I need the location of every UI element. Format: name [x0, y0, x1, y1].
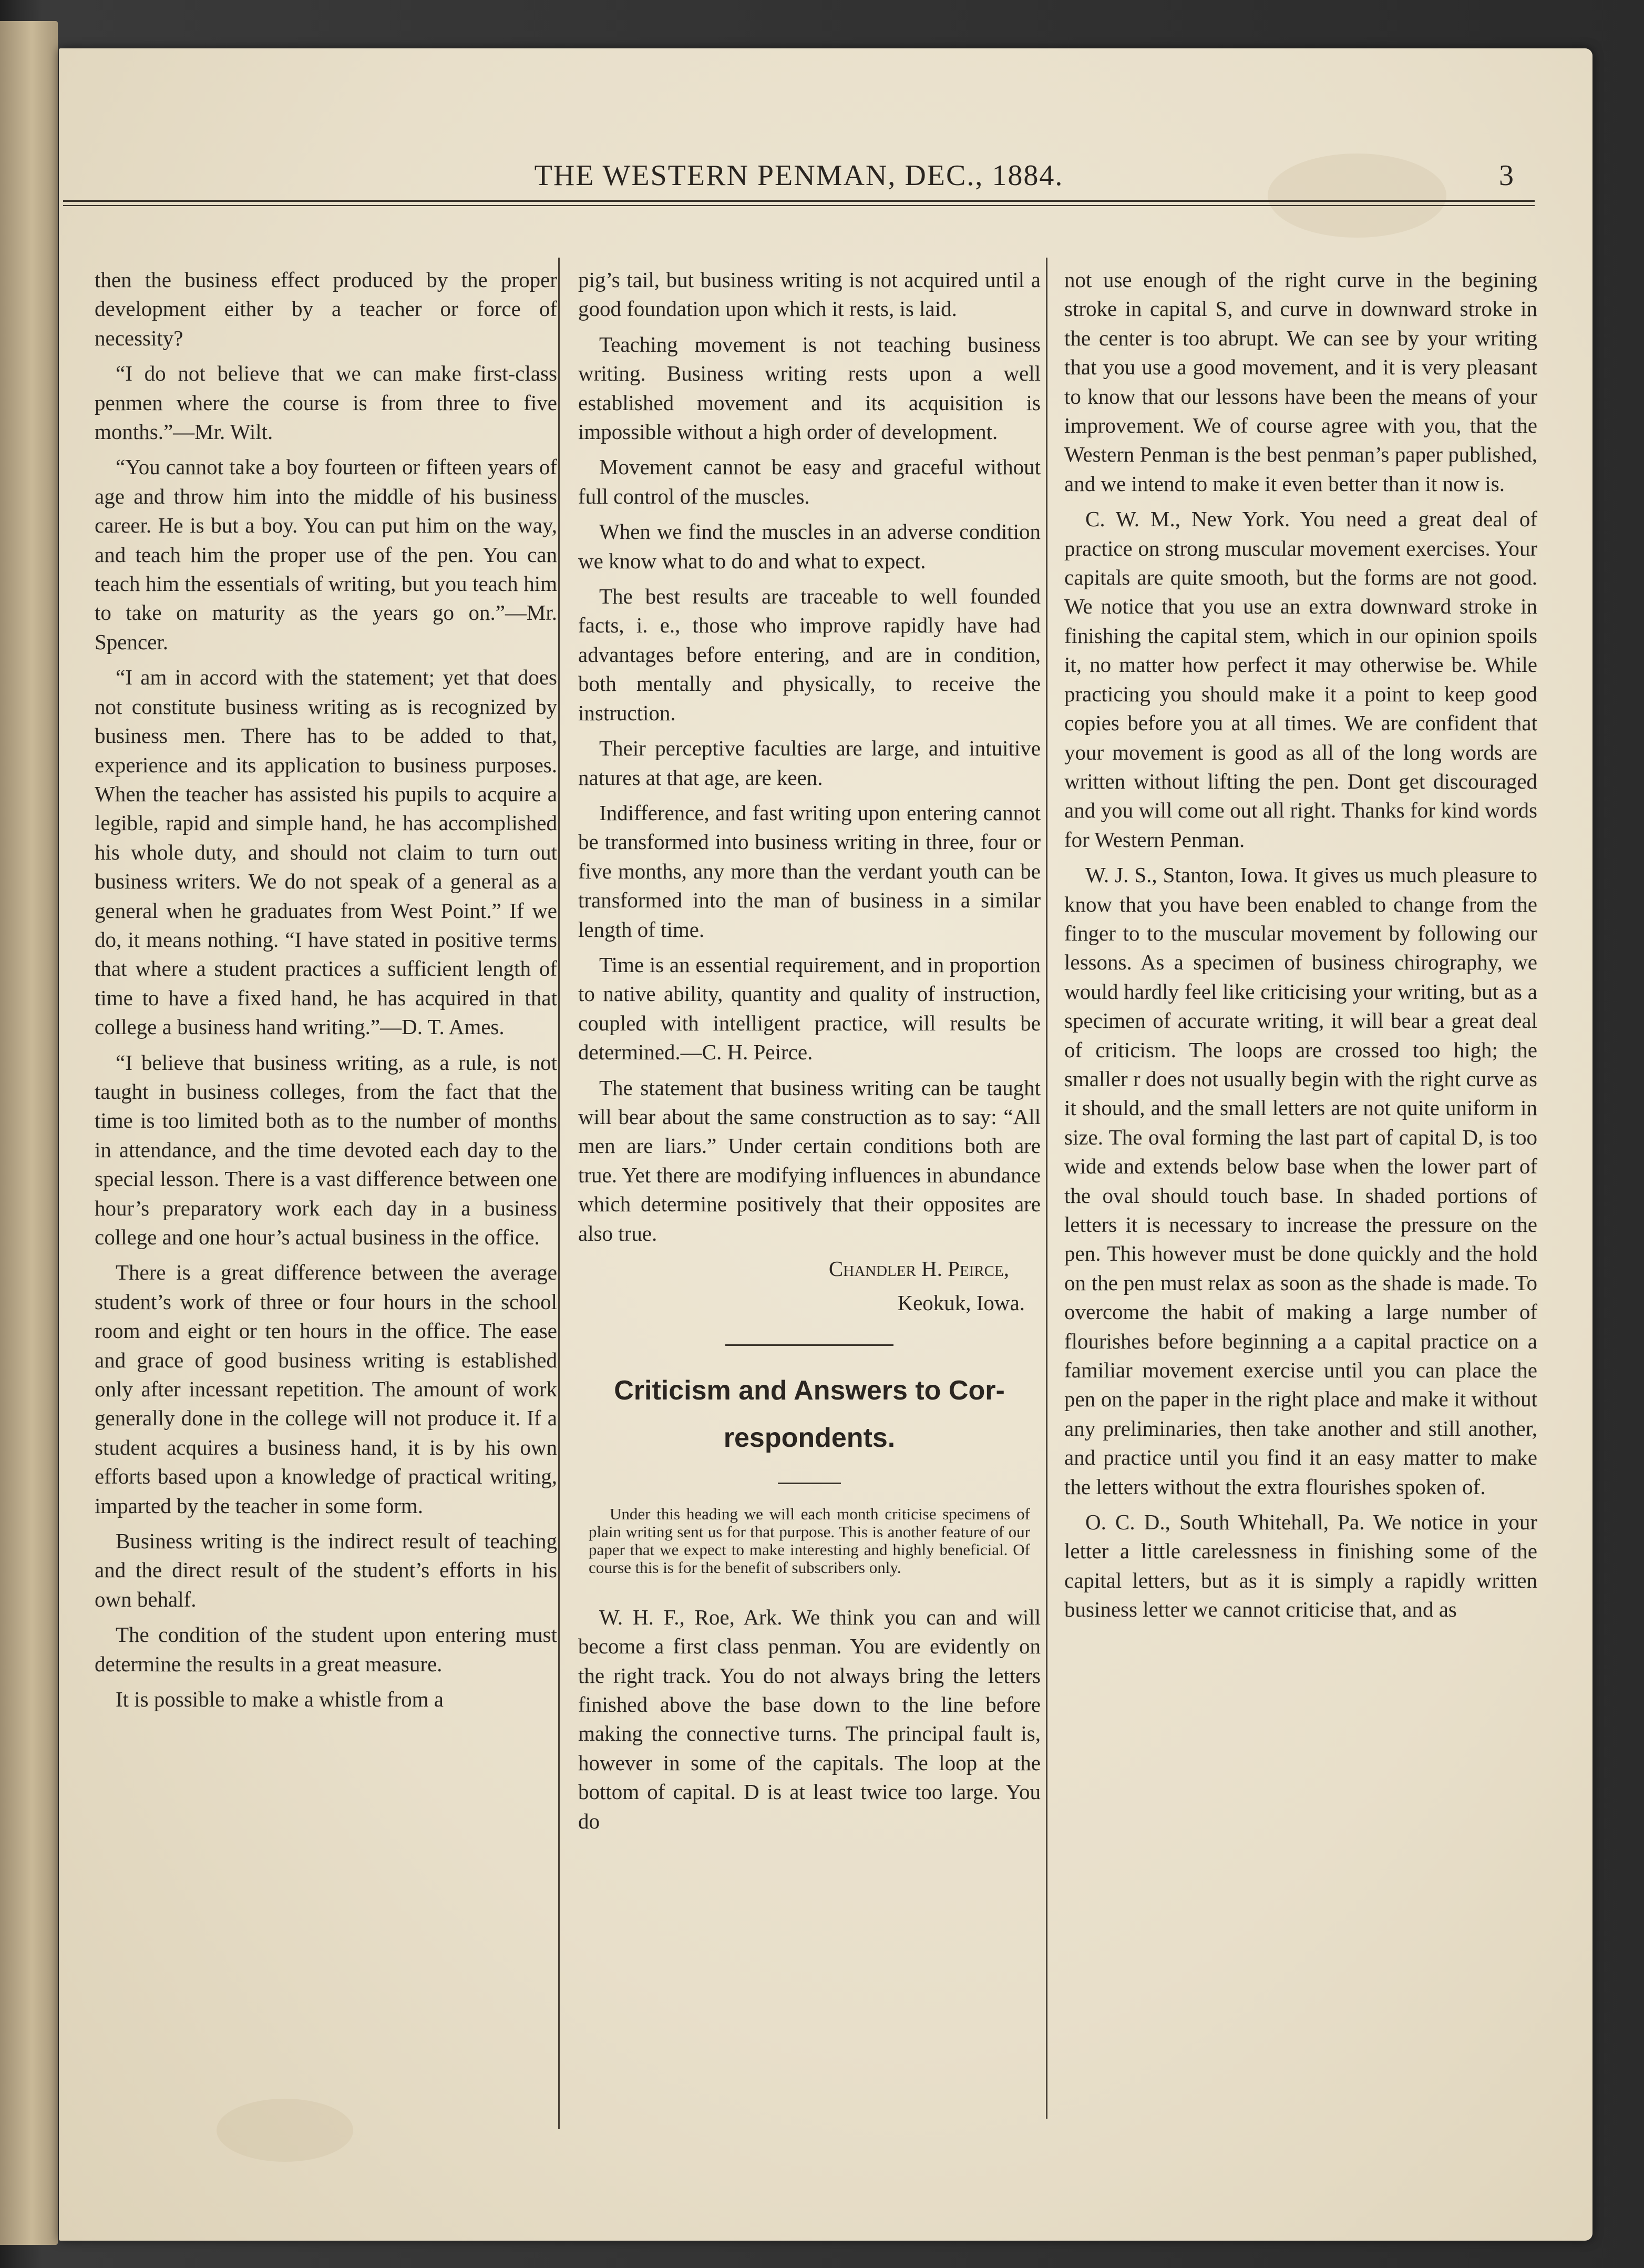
facing-page-edge [0, 21, 58, 2245]
paragraph: Teaching movement is not teaching business writing. Business writing rests upon a well established movement and its acquisition is impossible without a high order of development. [578, 332, 1041, 444]
paragraph: Indifference, and fast writing upon entering cannot be transformed into business writing in three, four or five months, any more than the verdant youth can be transformed into the man of business in a similar length of time. [578, 800, 1041, 942]
correspondent-entry: O. C. D., South Whitehall, Pa. We notice in your letter a little carelessness in finishing some of the capital letters, but as it is simply a rapidly written business letter we cannot criticise that, and as [1064, 1510, 1537, 1622]
paragraph: It is possible to make a whistle from a [116, 1687, 444, 1712]
section-subrule [778, 1483, 841, 1484]
column-3 [1064, 265, 1537, 1631]
paragraph: not use enough of the right curve in the begining stroke in capital S, and curve in downward stroke in the center is too abrupt. We can see by your writing that you use a good movement, and it is very pleasant to know that our lessons have been the means of your improvement. We of course agree with you, that the Western Penman is the best penman’s paper published, and we intend to make it even better than it now is. [1064, 268, 1537, 496]
paragraph: Movement cannot be easy and graceful without full control of the muscles. [578, 455, 1041, 508]
signature-name: Chandler H. Peirce, [828, 1256, 1009, 1281]
paragraph: The statement that business writing can be taught will bear about the same construction as to say: “All men are liars.” Under certain conditions both are true. Yet there are modifying influences in abundance which determine positively that their opposites are also true. [578, 1075, 1041, 1245]
section-title-line-2: respondents. [723, 1422, 896, 1453]
paragraph: The condition of the student upon entering must determine the results in a great measure. [95, 1622, 557, 1676]
correspondent-entry: C. W. M., New York. You need a great deal of practice on strong muscular movement exercises. Your capitals are quite smooth, but the forms are not good. We notice that you use an extra downward stroke in finishing the capital stem, which in our opinion spoils it, no matter how perfect it may otherwise be. While practicing you should make it a point to keep good copies before you at all times. We are confident that your movement is good as all of the long words are written without lifting the pen. Dont get discouraged and you will come out all right. Thanks for kind words for Western Penman. [1064, 507, 1537, 852]
paragraph: There is a great difference between the average student’s work of three or four hours in the school room and eight or ten hours in the office. The ease and grace of good business writing is established only after incessant repetition. The amount of work generally done in the college will not produce it. If a student acquires a business hand, it is by his own efforts based upon a knowledge of practical writing, imparted by the teacher in some form. [95, 1260, 557, 1518]
column-1 [95, 265, 557, 1721]
paragraph: Business writing is the indirect result of teaching and the direct result of the student’s efforts in his own behalf. [95, 1529, 557, 1611]
paragraph: The best results are traceable to well founded facts, i. e., those who improve rapidly have had advantages before entering, and are in condition, both mentally and physically, to receive the instruction. [578, 584, 1041, 725]
paragraph: “I am in accord with the statement; yet that does not constitute business writing as is recognized by business men. There has to be added to that, experience and its application to business purposes. When the teacher has assisted his pupils to acquire a legible, rapid and simple hand, he has accomplished his whole duty, and should not claim to turn out business writers. We do not speak of a general as a general when he graduates from West Point.” If we do, it means nothing. “I have stated in positive terms that where a student practices a sufficient length of time to have a fixed hand, he has acquired in that college a business hand writing.”—D. T. Ames. [95, 665, 557, 1039]
column-2 [578, 265, 1041, 1842]
paper-stain [217, 2099, 353, 2162]
correspondent-entry: W. J. S., Stanton, Iowa. It gives us much pleasure to know that you have been enabled to change from the finger to to the muscular movement by following our lessons. As a specimen of business chirography, we would hardly feel like criticising your writing, but as a specimen of accurate writing, it will bear a great deal of criticism. The loops are crossed too high; the smaller r does not usually begin with the right curve as it should, and the small letters are not quite uniform in size. The oval forming the last part of capital D, is too wide and extends below base when the lower part of the oval should touch base. In shaded portions of letters it is necessary to increase the pressure on the pen. This however must be done quickly and the hold on the pen must relax as soon as the shade is made. To overcome the habit of making a large number of flourishes before beginning a a capital practice on a familiar movement exercise until you can place the pen on the paper in the right place and make it without any preliminaries, then take another and still another, and practice until you find it an easy matter to make the letters without the extra flourishes spoken of. [1064, 863, 1537, 1499]
paragraph: “I do not believe that we can make first-class penmen where the course is from three to five months.”—Mr. Wilt. [95, 361, 557, 444]
paragraph: “I believe that business writing, as a rule, is not taught in business colleges, from the fact that the time is too limited both as to the number of months in attendance, and the time devoted each day to the special lesson. There is a vast difference between one hour’s preparatory work each day in a business college and one hour’s actual business in the office. [95, 1050, 557, 1249]
signature-place: Keokuk, Iowa. [897, 1291, 1025, 1315]
paragraph: Time is an essential requirement, and in proportion to native ability, quantity and quality of instruction, coupled with intelligent practice, will results be determined.—C. H. Peirce. [578, 952, 1041, 1065]
page-number: 3 [1499, 159, 1514, 192]
paragraph: “You cannot take a boy fourteen or fifteen years of age and throw him into the middle of his business career. He is but a boy. You can put him on the way, and teach him the proper use of the pen. You can teach him the essentials of writing, but you teach him to take on maturity as the years go on.”—Mr. Spencer. [95, 455, 557, 654]
paragraph: When we find the muscles in an adverse condition we know what to do and what to expect. [578, 519, 1041, 573]
paragraph: Their perceptive faculties are large, and intuitive natures at that age, are keen. [578, 736, 1041, 790]
correspondent-entry: W. H. F., Roe, Ark. We think you can and will become a first class penman. You are evidently on the right track. You do not always bring the letters finished above the base down to the line before making the connective turns. The principal fault is, however in some of the capitals. The loop at the bottom of capital. D is at least twice too large. You do [578, 1605, 1041, 1833]
paragraph: then the business effect produced by the proper development either by a teacher or force of necessity? [95, 268, 557, 350]
page-header [63, 158, 1535, 216]
column-divider [558, 258, 560, 2129]
section-title-line-1: Criticism and Answers to Cor- [614, 1375, 1005, 1406]
paragraph: pig’s tail, but business writing is not acquired until a good foundation upon which it rests, is laid. [578, 268, 1041, 321]
section-note: Under this heading we will each month criticise specimens of plain writing sent us for that purpose. This is another feature of our paper that we expect to make interesting and highly beneficial. Of course this is for the benefit of subscribers only. [589, 1504, 1030, 1577]
column-divider [1046, 258, 1047, 2119]
masthead: THE WESTERN PENMAN, DEC., 1884. [534, 159, 1064, 192]
section-rule [725, 1344, 893, 1346]
header-rule [63, 200, 1535, 206]
